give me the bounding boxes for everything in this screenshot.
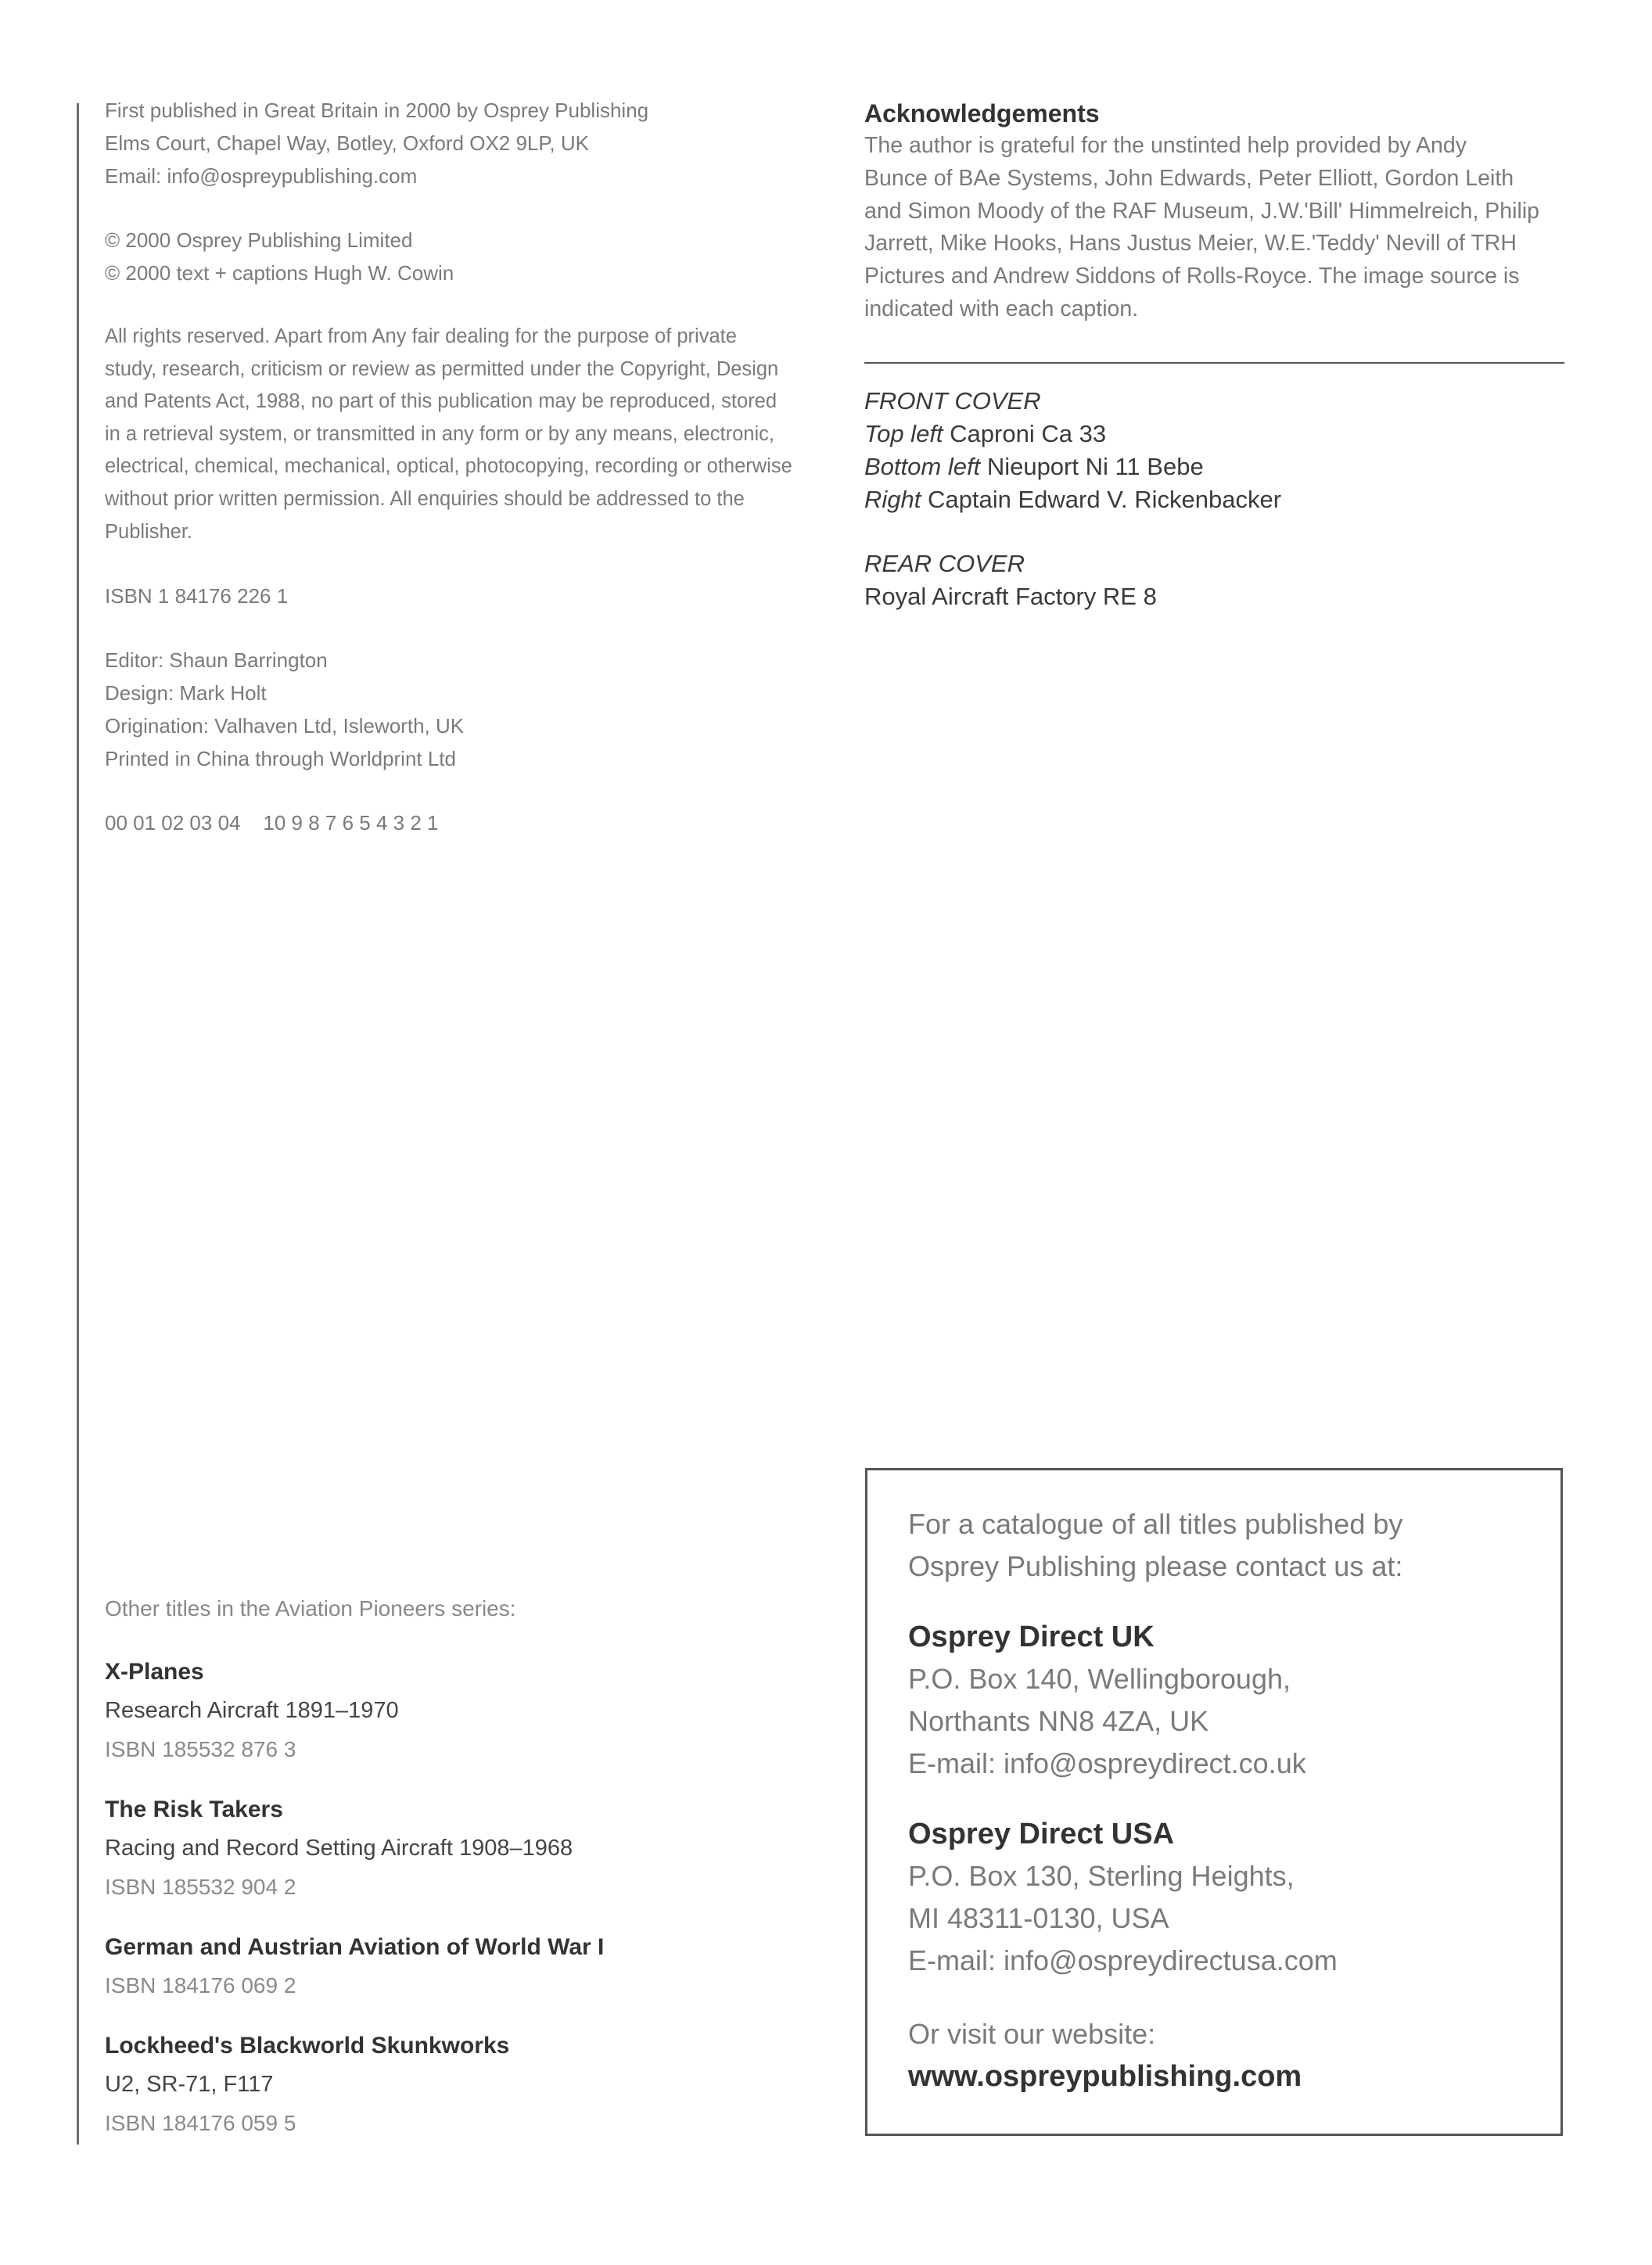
- cover-subject: Nieuport Ni 11 Bebe: [986, 453, 1204, 480]
- other-titles: [105, 1592, 809, 2165]
- cover-credits: [864, 385, 1281, 644]
- ack-line: indicated with each caption.: [864, 296, 1139, 321]
- cover-position: Right: [864, 486, 921, 513]
- rights-line: Publisher.: [105, 520, 192, 543]
- book-subtitle: U2, SR-71, F117: [105, 2072, 274, 2097]
- uk-heading: Osprey Direct UK: [908, 1621, 1155, 1653]
- book-title: X-Planes: [105, 1659, 204, 1685]
- cover-item: [864, 450, 1281, 483]
- cover-subject: Captain Edward V. Rickenbacker: [928, 486, 1282, 513]
- contact-intro: Osprey Publishing please contact us at:: [908, 1550, 1403, 1582]
- usa-email[interactable]: E-mail: info@ospreydirectusa.com: [908, 1944, 1338, 1976]
- ack-line: Bunce of BAe Systems, John Edwards, Peter Elliott, Gordon Leith: [864, 165, 1514, 191]
- visit-text: Or visit our website:: [908, 2018, 1156, 2050]
- cover-subject: Royal Aircraft Factory RE 8: [864, 583, 1157, 610]
- book-title: German and Austrian Aviation of World War I: [105, 1934, 605, 1960]
- website-link[interactable]: www.ospreypublishing.com: [908, 2060, 1302, 2093]
- rights-line: electrical, chemical, mechanical, optical, photocopying, recording or otherwise: [105, 455, 792, 478]
- published-line: First published in Great Britain in 2000 by Osprey Publishing: [105, 99, 649, 122]
- rights-line: without prior written permission. All enquiries should be addressed to the: [105, 487, 745, 510]
- book-entry: [105, 2027, 809, 2143]
- credit-line: Origination: Valhaven Ltd, Isleworth, UK: [105, 714, 465, 738]
- cover-subject: Caproni Ca 33: [950, 420, 1107, 447]
- contact-box: [865, 1468, 1563, 2136]
- book-title: The Risk Takers: [105, 1797, 283, 1822]
- credits: [105, 644, 809, 775]
- credit-line: Design: Mark Holt: [105, 681, 267, 705]
- rights-statement: [105, 321, 809, 548]
- front-cover-heading: FRONT COVER: [864, 387, 1041, 415]
- credit-line: Editor: Shaun Barrington: [105, 648, 328, 673]
- email-line: Email: info@ospreypublishing.com: [105, 164, 418, 188]
- acknowledgements: [864, 97, 1568, 326]
- rights-line: study, research, criticism or review as permitted under the Copyright, Design: [105, 357, 779, 380]
- book-isbn: ISBN 185532 876 3: [105, 1737, 296, 1761]
- ack-line: Jarrett, Mike Hooks, Hans Justus Meier, W.E.'Teddy' Nevill of TRH: [864, 231, 1517, 257]
- rear-cover-credits: [864, 547, 1281, 613]
- uk-address-line: Northants NN8 4ZA, UK: [908, 1705, 1209, 1737]
- cover-item: [864, 418, 1281, 450]
- book-entry: [105, 1791, 809, 1907]
- credit-line: Printed in China through Worldprint Ltd: [105, 747, 456, 771]
- usa-address-line: MI 48311-0130, USA: [908, 1902, 1169, 1934]
- book-entry: [105, 1929, 809, 2005]
- book-isbn: ISBN 184176 059 5: [105, 2111, 296, 2135]
- copyright-line: © 2000 text + captions Hugh W. Cowin: [105, 261, 454, 285]
- ack-line: Pictures and Andrew Siddons of Rolls-Royce. The image source is: [864, 264, 1520, 289]
- copyright-info: [105, 224, 809, 289]
- ack-line: The author is grateful for the unstinted help provided by Andy: [864, 133, 1467, 158]
- address-line: Elms Court, Chapel Way, Botley, Oxford OX2 9LP, UK: [105, 131, 589, 155]
- usa-address-line: P.O. Box 130, Sterling Heights,: [908, 1860, 1295, 1892]
- isbn: ISBN 1 84176 226 1: [105, 584, 289, 608]
- publication-info: [105, 94, 809, 192]
- other-titles-intro: Other titles in the Aviation Pioneers series:: [105, 1596, 516, 1621]
- rear-cover-heading: REAR COVER: [864, 550, 1025, 577]
- uk-address-line: P.O. Box 140, Wellingborough,: [908, 1663, 1291, 1695]
- margin-rule: [77, 103, 79, 2145]
- usa-heading: Osprey Direct USA: [908, 1818, 1175, 1850]
- cover-position: Bottom left: [864, 453, 981, 480]
- book-title: Lockheed's Blackworld Skunkworks: [105, 2033, 510, 2059]
- rights-line: All rights reserved. Apart from Any fair dealing for the purpose of private: [105, 325, 737, 347]
- cover-item: [864, 483, 1281, 516]
- contact-content: [908, 1503, 1534, 2098]
- acknowledgements-heading: Acknowledgements: [864, 99, 1100, 127]
- rights-line: in a retrieval system, or transmitted in any form or by any means, electronic,: [105, 422, 774, 445]
- contact-intro: For a catalogue of all titles published by: [908, 1508, 1403, 1540]
- ack-line: and Simon Moody of the RAF Museum, J.W.'Bill' Himmelreich, Philip: [864, 198, 1540, 224]
- imprint-column: [105, 94, 809, 839]
- book-isbn: ISBN 184176 069 2: [105, 1973, 296, 1998]
- uk-email[interactable]: E-mail: info@ospreydirect.co.uk: [908, 1747, 1306, 1779]
- book-subtitle: Research Aircraft 1891–1970: [105, 1698, 399, 1723]
- front-cover-credits: [864, 385, 1281, 516]
- rights-line: and Patents Act, 1988, no part of this publication may be reproduced, stored: [105, 390, 778, 413]
- cover-position: Top left: [864, 420, 943, 447]
- book-subtitle: Racing and Record Setting Aircraft 1908–1968: [105, 1836, 573, 1861]
- copyright-line: © 2000 Osprey Publishing Limited: [105, 228, 413, 252]
- section-divider: [864, 362, 1564, 364]
- print-line: 00 01 02 03 04 10 9 8 7 6 5 4 3 2 1: [105, 811, 439, 835]
- book-entry: [105, 1653, 809, 1769]
- book-isbn: ISBN 185532 904 2: [105, 1875, 296, 1899]
